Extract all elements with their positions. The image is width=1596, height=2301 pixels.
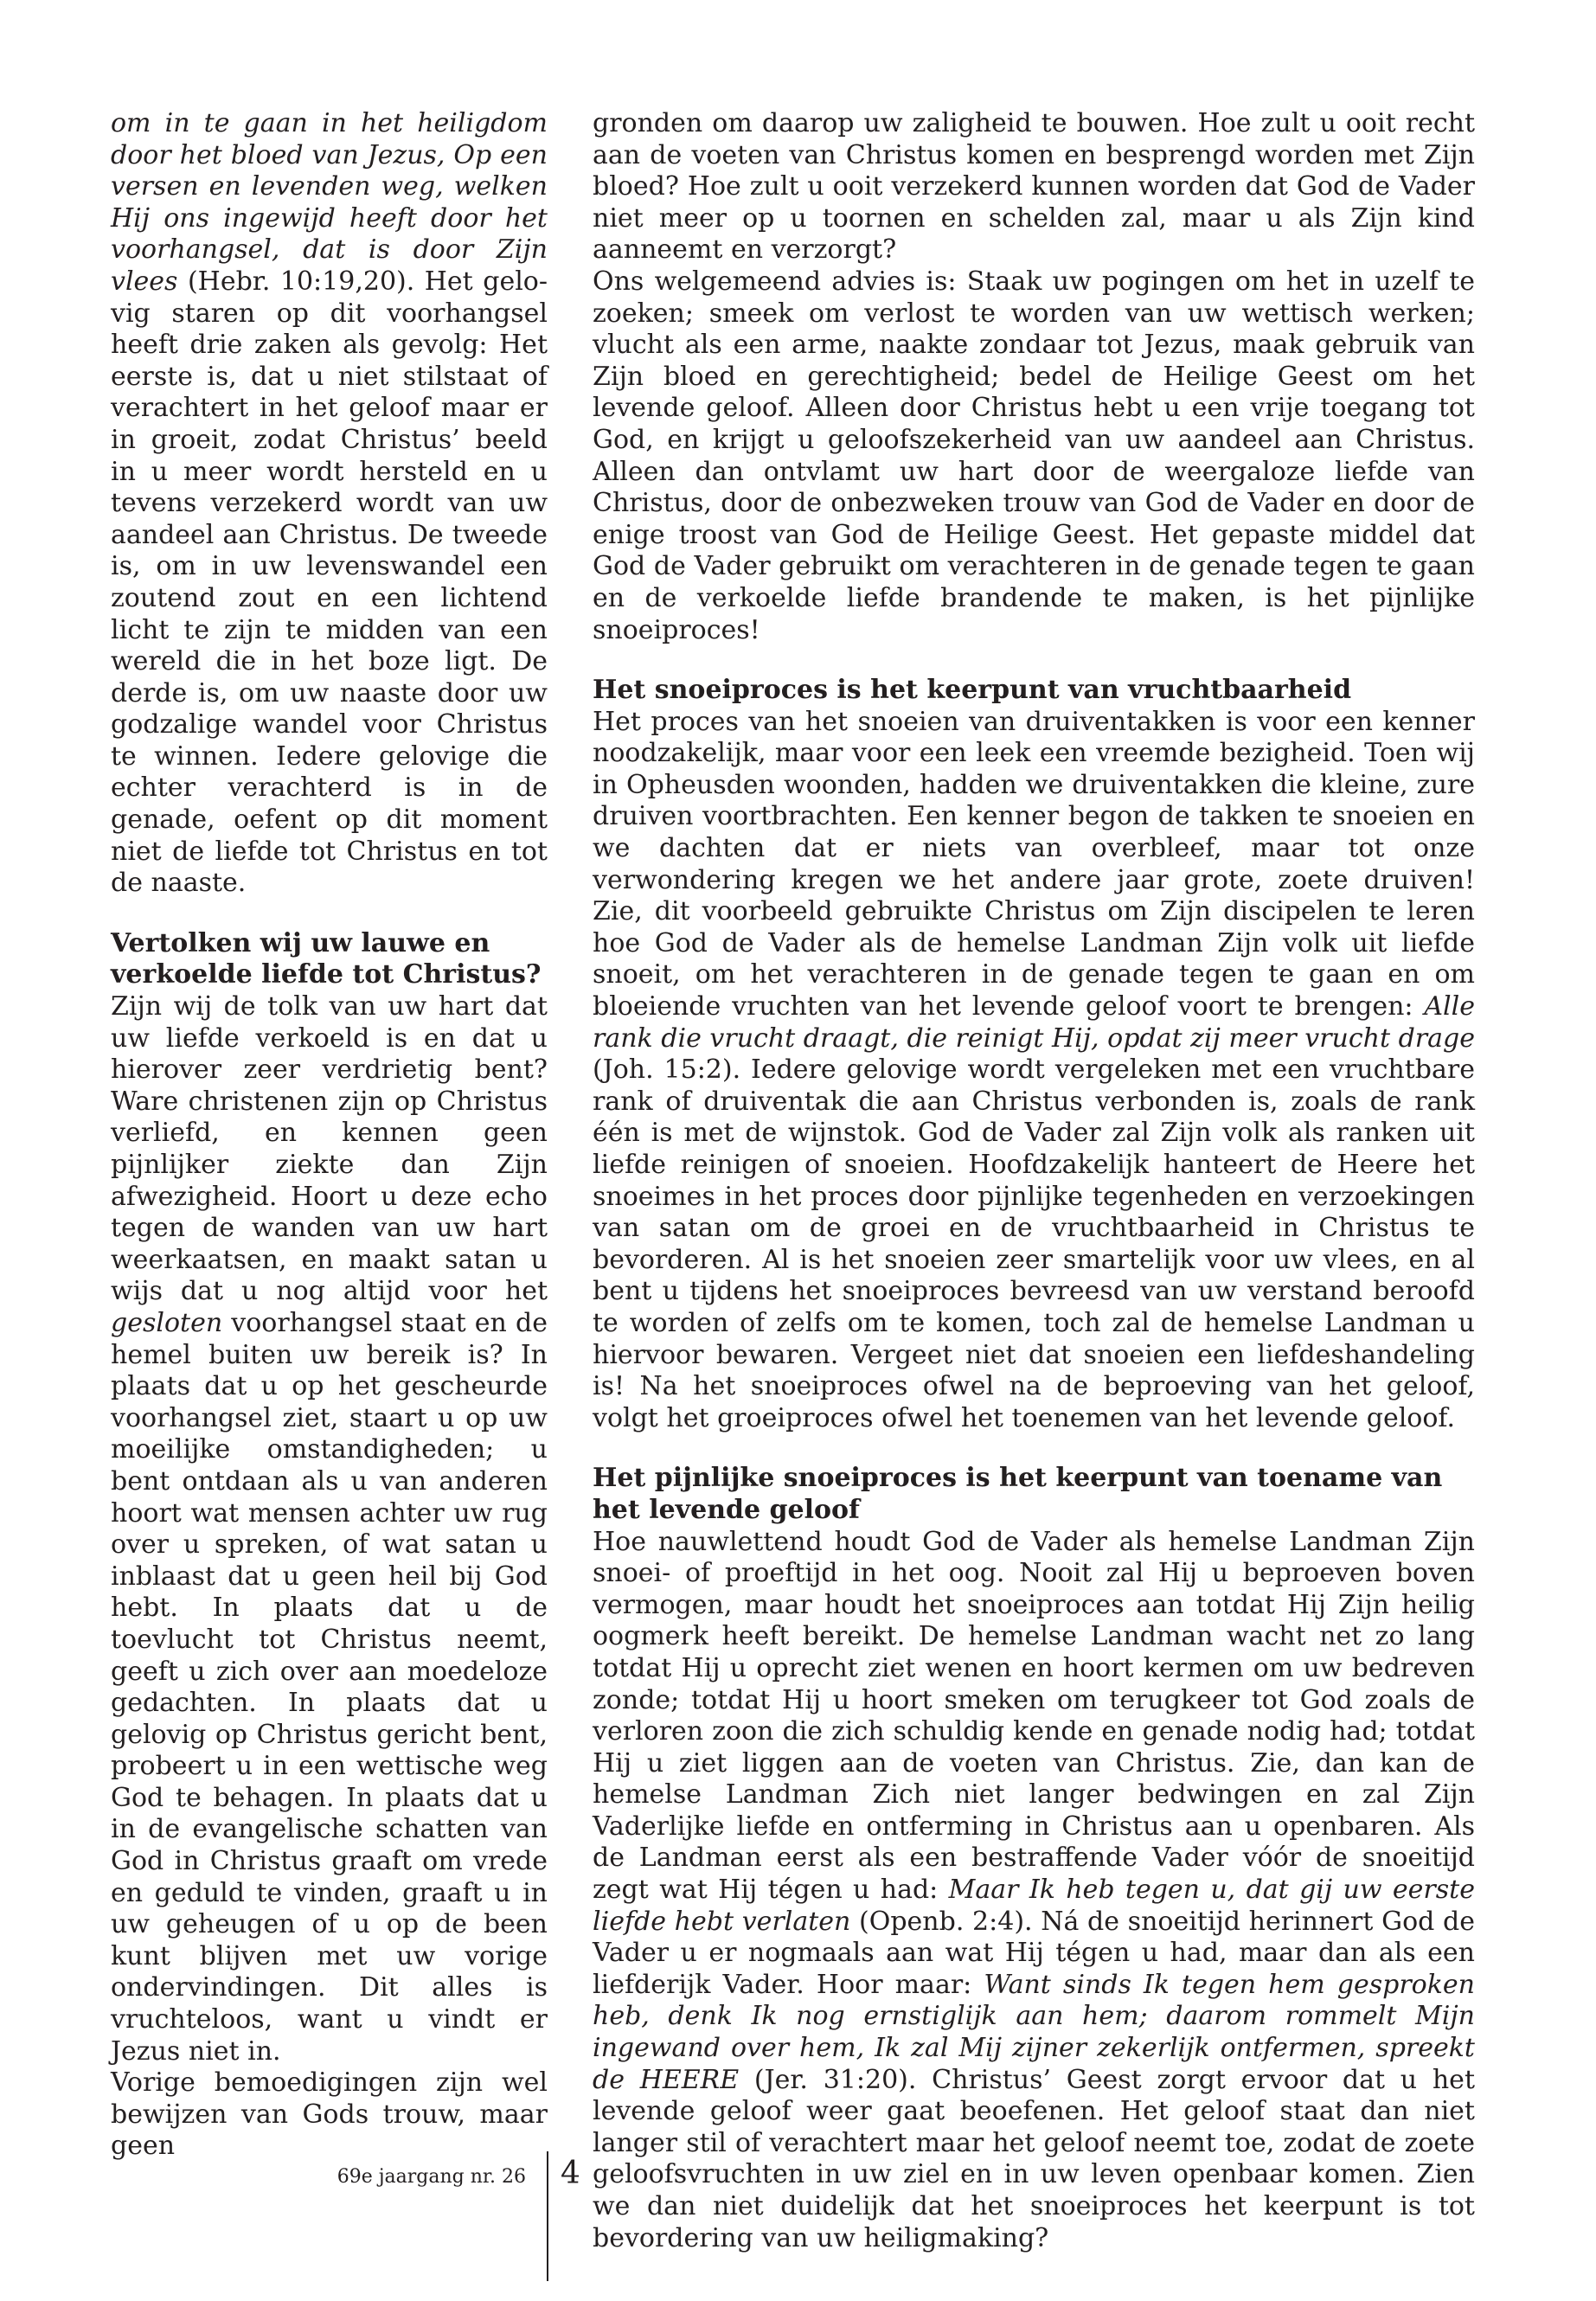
footer-issue-label: 69e jaargang nr. 26 bbox=[337, 2166, 526, 2188]
text-run: Hoe nauwlettend houdt God de Vader als hemelse Landman Zijn snoei- of proeftijd in het oog. Nooit zal Hij u beproeven boven vermogen, maar houdt het snoeiproces aan totdat Hij Zijn heilig oogmerk heeft bereikt. De hemelse Landman wacht net zo lang totdat Hij u oprecht ziet wenen en hoort kermen om uw bedreven zonde; totdat Hij u hoort smeken om terugkeer tot God zoals de verloren zoon die zich schuldig kende en genade nodig had; totdat Hij u ziet liggen aan de voeten van Christus. Zie, dan kan de hemelse Landman Zich niet langer bedwingen en zal Zijn Vaderlijke liefde en ontferming in Christus aan u openbaren. Als de Landman eerst als een bestraffende Vader vóór de snoeitijd zegt wat Hij tégen u had: bbox=[593, 1526, 1475, 1906]
right-column bbox=[593, 108, 1475, 2254]
italic-quote: Maar Ik heb tegen u, dat gij uw eerste liefde hebt verlaten bbox=[593, 1875, 1475, 1937]
left-paragraph-3: Vorige bemoedigingen zijn wel bewijzen van Gods trouw, maar geen bbox=[111, 2067, 548, 2162]
left-heading-1: Vertolken wij uw lauwe en verkoelde liefde tot Christus? bbox=[111, 927, 542, 990]
italic-quote: Alle rank die vrucht draagt, die reinigt Hij, opdat zij meer vrucht drage bbox=[593, 991, 1475, 1054]
text-run: (Jer. 31:20). Christus’ Geest zorgt ervoor dat u het levende geloof weer gaat beoefenen. Het geloof staat dan niet langer stil of verachtert maar het geloof neemt toe, zodat de zoete geloofsvruchten in uw ziel en in uw leven openbaar komen. Zien we dan niet duidelijk dat het snoeiproces het keerpunt is tot bevordering van uw heiligmaking? bbox=[593, 2064, 1475, 2253]
italic-quote: Want sinds Ik tegen hem gesproken heb, denk Ik nog ernstiglijk aan hem; daarom rommelt Mijn ingewand over hem, Ik zal Mij zijner zekerlijk ontfermen, spreekt de HEERE bbox=[593, 1969, 1475, 2095]
right-paragraph-2: Ons welgemeend advies is: Staak uw pogingen om het in uzelf te zoeken; smeek om verlost te worden van uw wettisch werken; vlucht als een arme, naakte zondaar tot Jezus, maak gebruik van Zijn bloed en gerechtigheid; bedel de Heilige Geest om het levende geloof. Alleen door Christus hebt u een vrije toegang tot God, en krijgt u geloofszekerheid van uw aandeel aan Christus. Alleen dan ontvlamt uw hart door de weergaloze liefde van Christus, door de onbezweken trouw van God de Vader en door de enige troost van God de Heilige Geest. Het gepaste middel dat God de Vader gebruikt om verachteren in de genade tegen te gaan en de verkoelde liefde brandende te maken, is het pijnlijke snoeiproces! bbox=[593, 266, 1475, 645]
text-run: (Openb. 2:4). Ná de snoeitijd herinnert God de Vader u er nogmaals aan wat Hij tégen u had, maar dan als een liefderijk Vader. Hoor maar: bbox=[593, 1906, 1475, 2000]
text-run: Zijn wij de tolk van uw hart dat uw liefde verkoeld is en dat u hierover zeer verdrietig bent? Ware christenen zijn op Christus verliefd, en kennen geen pijnlijker ziekte dan Zijn afwezigheid. Hoort u deze echo tegen de wanden van uw hart weerkaatsen, en maakt satan u wijs dat u nog altijd voor het bbox=[111, 991, 548, 1307]
left-paragraph-2 bbox=[111, 991, 548, 2067]
text-run: (Joh. 15:2). Iedere gelovige wordt vergeleken met een vruchtbare rank of druiventak die aan Christus verbonden is, zoals de rank één is met de wijnstok. God de Vader zal Zijn volk als ranken uit liefde reinigen of snoeien. Hoofdzakelijk hanteert de Heere het snoeimes in het proces door pijnlijke tegenheden en verzoekingen van satan om de groei en de vruchtbaarheid in Christus te bevorderen. Al is het snoeien zeer smartelijk voor uw vlees, en al bent u tijdens het snoeiproces bevreesd van uw verstand beroofd te worden of zelfs om te komen, toch zal de hemelse Landman u hiervoor bewaren. Vergeet niet dat snoeien een liefdeshandeling is! Na het snoeiproces ofwel na de beproeving van het geloof, volgt het groeiproces ofwel het toenemen van het levende geloof. bbox=[593, 1054, 1475, 1433]
right-paragraph-4 bbox=[593, 1527, 1475, 2255]
italic-quote: om in te gaan in het heiligdom door het bloed van Jezus, Op een versen en levenden weg, welken Hij ons ingewijd heeft door het voorhangsel, dat is door Zijn vlees bbox=[111, 108, 548, 297]
italic-quote: gesloten bbox=[111, 1307, 223, 1338]
page-number: 4 bbox=[561, 2156, 580, 2191]
text-run: (Hebr. 10:19,20). Het gelovig staren op dit voorhangsel heeft drie zaken als gevolg: Het eerste is, dat u niet stilstaat of verachtert in het geloof maar er in groeit, zodat Christus’ beeld in u meer wordt hersteld en u tevens verzekerd wordt van uw aandeel aan Christus. De tweede is, om in uw levenswandel een zoutend zout en een lichtend licht te zijn te midden van een wereld die in het boze ligt. De derde is, om uw naaste door uw godzalige wandel voor Christus te winnen. Iedere gelovige die echter verachterd is in de genade, oefent op dit moment niet de liefde tot Christus en tot de naaste. bbox=[111, 266, 548, 899]
right-heading-1: Het snoeiproces is het keerpunt van vruchtbaarheid bbox=[593, 675, 1352, 706]
right-paragraph-1: gronden om daarop uw zaligheid te bouwen. Hoe zult u ooit recht aan de voeten van Christus komen en besprengd worden met Zijn bloed? Hoe zult u ooit verzekerd kunnen worden dat God de Vader niet meer op u toornen en schelden zal, maar u als Zijn kind aanneemt en verzorgt? bbox=[593, 108, 1475, 266]
right-heading-2: Het pijnlijke snoeiproces is het keerpunt van toename van het levende geloof bbox=[593, 1463, 1443, 1525]
right-paragraph-3 bbox=[593, 707, 1475, 1435]
text-run: Het proces van het snoeien van druiventakken is voor een kenner noodzakelijk, maar voor een leek een vreemde bezigheid. Toen wij in Opheusden woonden, hadden we druiventakken die kleine, zure druiven voortbrachten. Een kenner begon de takken te snoeien en we dachten dat er niets van overbleef, maar tot onze verwondering kregen we het andere jaar grote, zoete druiven! Zie, dit voorbeeld gebruikte Christus om Zijn discipelen te leren hoe God de Vader als de hemelse Landman Zijn volk uit liefde snoeit, om het verachteren in de genade tegen te gaan en om bloeiende vruchten van het levende geloof voort te brengen: bbox=[593, 706, 1475, 1022]
footer-divider bbox=[547, 2151, 548, 2281]
text-run: voorhangsel staat en de hemel buiten uw bereik is? In plaats dat u op het gescheurde voorhangsel ziet, staart u op uw moeilijke omstandigheden; u bent ontdaan als u van anderen hoort wat mensen achter uw rug over u spreken, of wat satan u inblaast dat u geen heil bij God hebt. In plaats dat u de toevlucht tot Christus neemt, geeft u zich over aan moedeloze gedachten. In plaats dat u gelovig op Christus gericht bent, probeert u in een wettische weg God te behagen. In plaats dat u in de evangelische schatten van God in Christus graaft om vrede en geduld te vinden, graaft u in uw geheugen of u op de been kunt blijven met uw vorige ondervindingen. Dit alles is vruchteloos, want u vindt er Jezus niet in. bbox=[111, 1307, 548, 2067]
left-paragraph-1 bbox=[111, 108, 548, 900]
left-column bbox=[111, 108, 548, 2163]
